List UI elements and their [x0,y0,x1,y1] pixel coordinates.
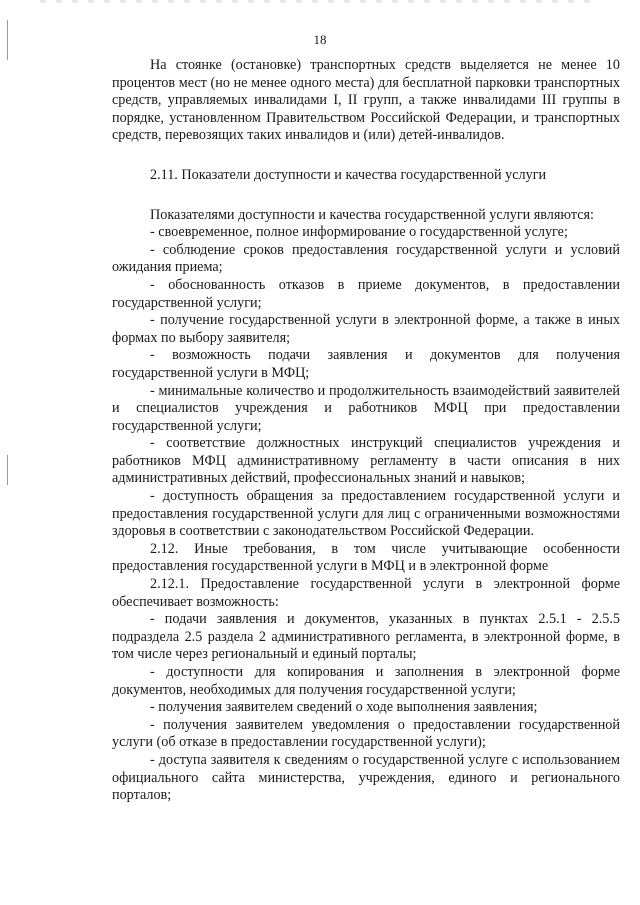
list-item: - получения заявителем сведений о ходе выполнения заявления; [150,699,538,716]
list-item: - обоснованность отказов в приеме документов, в предоставлении государственной услуги; [112,276,620,311]
paragraph-2-12-1: 2.12.1. Предоставление государственной услуги в электронной форме обеспечивает возможность: [112,576,620,610]
paragraph-parking: На стоянке (остановке) транспортных средств выделяется не менее 10 процентов мест (но не менее одного места) для бесплатной парковки транспортных средств, управляемых инвалидами I, II групп, а также инвалидами III группы в порядке, установленном Правительством Российской Федерации, и транспортных средств, перевозящих таких инвалидов и (или) детей-инвалидов. [112,57,620,144]
list-item: - своевременное, полное информирование о государственной услуге; [150,224,568,241]
list-item: - получение государственной услуги в электронной форме, а также в иных формах по выбору заявителя; [112,312,620,346]
list-item: - подачи заявления и документов, указанных в пунктах 2.5.1 - 2.5.5 подраздела 2.5 раздела 2 административного регламента, в электронной форме, в том числе через региональный и единый порталы; [112,611,620,663]
paragraph-indicators-intro: Показателями доступности и качества государственной услуги являются: [150,206,594,223]
list-item: - доступности для копирования и заполнения в электронной форме документов, необходимых для получения государственной услуги; [112,664,620,698]
section-heading-2-12: 2.12. Иные требования, в том числе учитывающие особенности предоставления государственной услуги в МФЦ и в электронной форме [112,540,620,575]
document-body [112,57,620,805]
scan-noise [40,0,600,3]
list-item: - доступность обращения за предоставлением государственной услуги и предоставления государственной услуги для лиц с ограниченными возможностями здоровья в соответствии с законодательством Российской Федерации. [112,488,620,540]
list-item: - соответствие должностных инструкций специалистов учреждения и работников МФЦ административному регламенту в части описания в них административных действий, профессиональных знаний и навыков; [112,435,620,487]
list-item: - соблюдение сроков предоставления государственной услуги и условий ожидания приема; [112,241,620,276]
page-number: 18 [313,32,327,47]
scan-edge-mark [7,455,8,485]
list-item: - получения заявителем уведомления о предоставлении государственной услуги (об отказе в предоставлении государственной услуги); [112,716,620,751]
list-item: - возможность подачи заявления и документов для получения государственной услуги в МФЦ; [112,347,620,381]
section-heading-2-11: 2.11. Показатели доступности и качества государственной услуги [150,166,547,183]
list-item: - минимальные количество и продолжительность взаимодействий заявителей и специалистов учреждения и работников МФЦ при предоставлении государственной услуги; [112,382,620,434]
list-item: - доступа заявителя к сведениям о государственной услуге с использованием официального сайта министерства, учреждения, единого и регионального порталов; [112,751,620,804]
